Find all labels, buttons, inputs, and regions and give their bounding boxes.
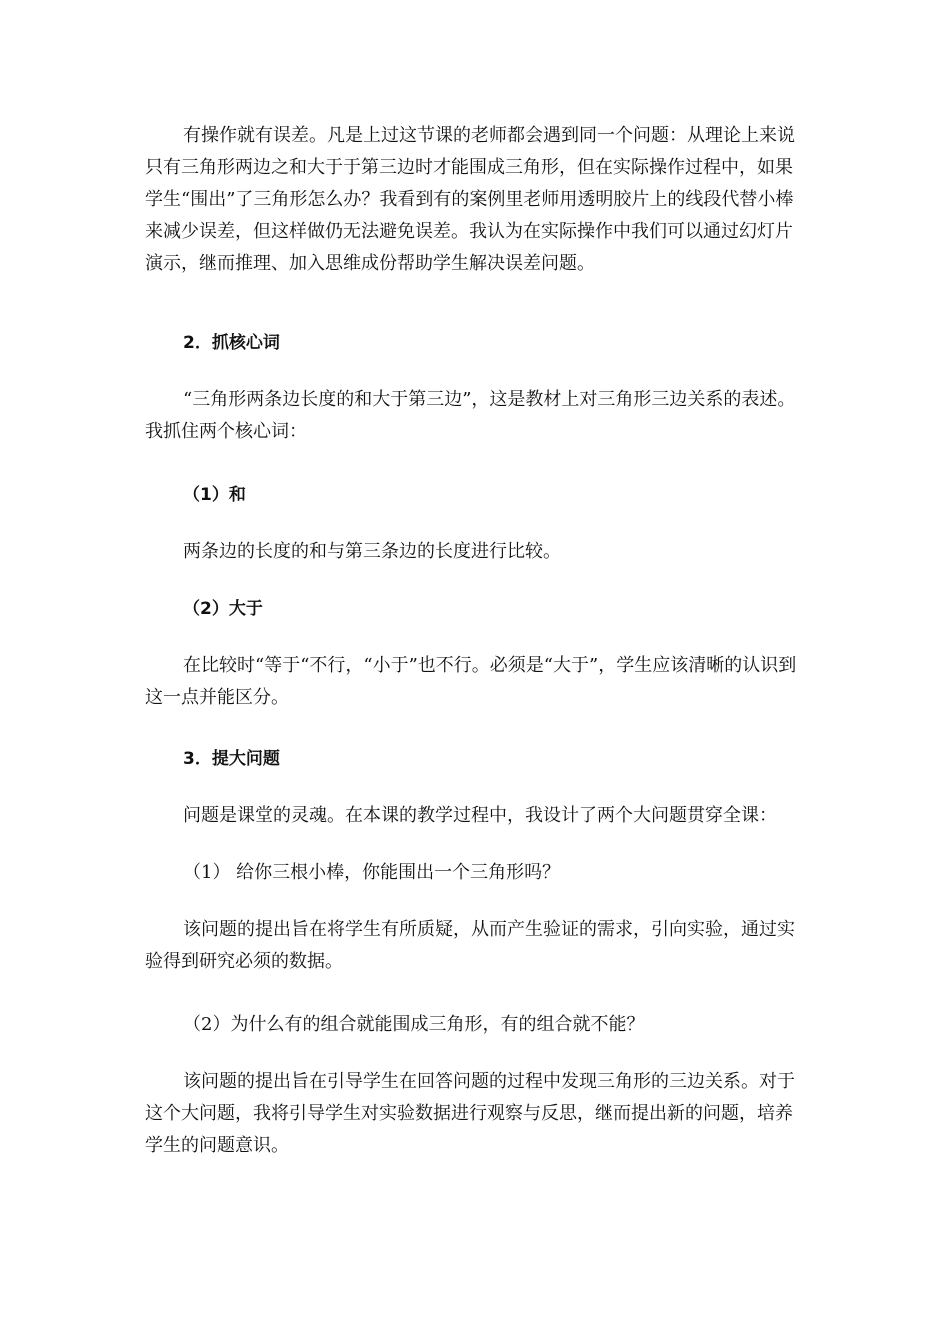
paragraph-core-words-intro: “三角形两条边长度的和大于第三边”，这是教材上对三角形三边关系的表述。我抓住两个核心词： [145, 389, 796, 442]
paragraph-and-explanation: 两条边的长度的和与第三条边的长度进行比较。 [183, 541, 561, 562]
question-two: （2）为什么有的组合就能围成三角形，有的组合就不能？ [183, 1014, 645, 1035]
paragraph-big-questions-intro: 问题是课堂的灵魂。在本课的教学过程中，我设计了两个大问题贯穿全课： [183, 805, 777, 826]
subheading-and: （1）和 [183, 485, 246, 505]
paragraph-error-in-operation: 有操作就有误差。凡是上过这节课的老师都会遇到同一个问题：从理论上来说只有三角形两边之和大于于第三边时才能围成三角形，但在实际操作过程中，如果学生“围出”了三角形怎么办？我看到有的案例里老师用透明胶片上的线段代替小棒来减少误差，但这样做仍无法避免误差。我认为在实际操作中我们可以通过幻灯片演示，继而推理、加入思维成份帮助学生解决误差问题。 [145, 125, 795, 274]
paragraph-greater-than-explanation: 在比较时“等于“不行，“小于”也不行。必须是“大于”，学生应该清晰的认识到这一点并能区分。 [145, 655, 797, 708]
heading-big-questions: 3．提大问题 [183, 749, 280, 769]
subheading-greater-than: （2）大于 [183, 599, 263, 619]
paragraph-question-two-purpose: 该问题的提出旨在引导学生在回答问题的过程中发现三角形的三边关系。对于这个大问题，我将引导学生对实验数据进行观察与反思，继而提出新的问题，培养学生的问题意识。 [145, 1071, 795, 1156]
paragraph-question-one-purpose: 该问题的提出旨在将学生有所质疑，从而产生验证的需求，引向实验，通过实验得到研究必须的数据。 [145, 919, 795, 972]
question-one: （1） 给你三根小棒，你能围出一个三角形吗？ [183, 862, 561, 883]
heading-core-words: 2．抓核心词 [183, 333, 280, 353]
